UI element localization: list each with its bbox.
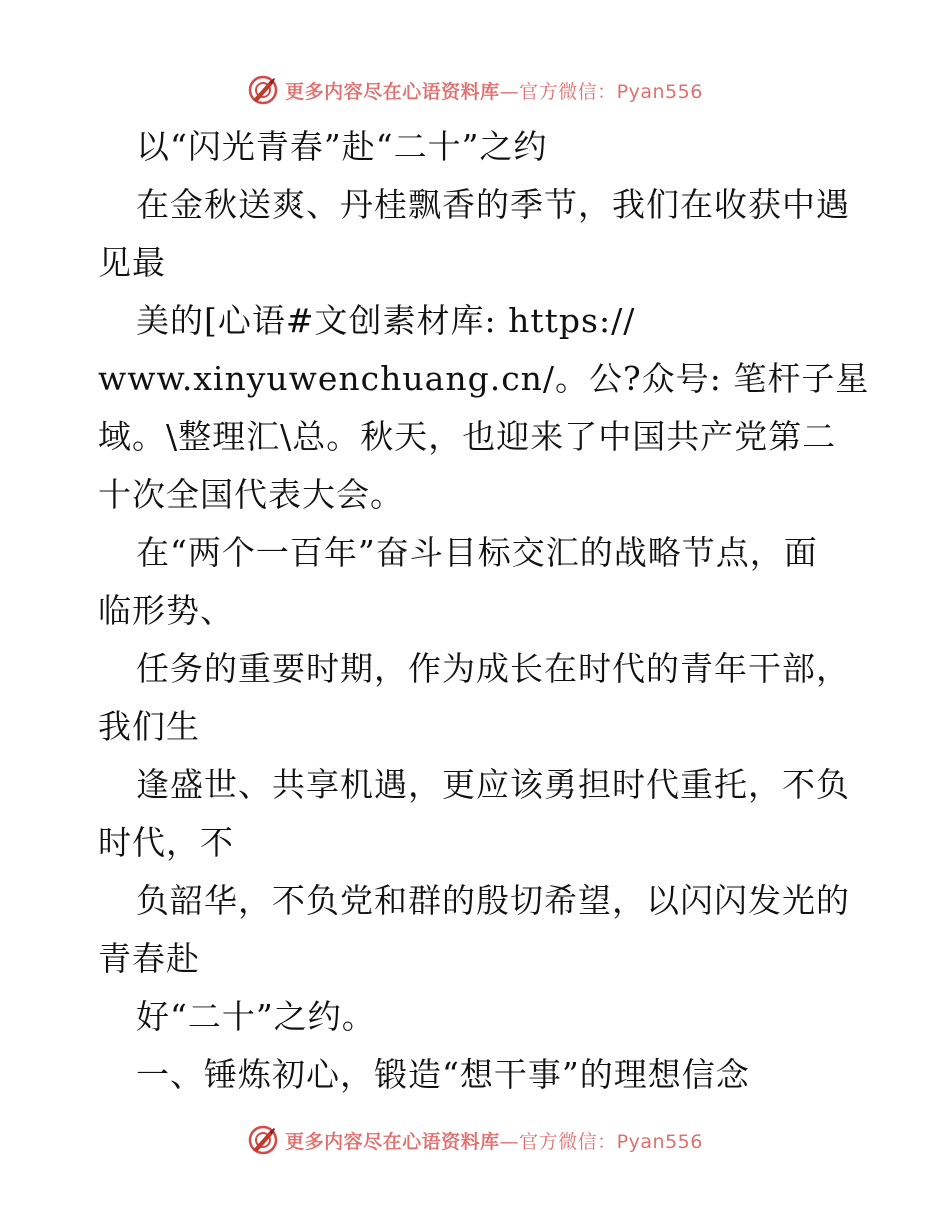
paragraph-line: 逢盛世、共享机遇，更应该勇担时代重托，不负 bbox=[136, 765, 850, 804]
document-body bbox=[98, 118, 868, 1104]
paragraph-line: 青春赴 bbox=[98, 939, 200, 978]
logo-icon bbox=[247, 1124, 279, 1156]
paragraph-line: 十次全国代表大会。 bbox=[98, 475, 404, 514]
watermark-text: 更多内容尽在心语资料库—官方微信：Pyan556 bbox=[285, 1130, 703, 1153]
watermark-text: 更多内容尽在心语资料库—官方微信：Pyan556 bbox=[285, 80, 703, 103]
footer-watermark bbox=[0, 1120, 950, 1160]
paragraph-line: 临形势、 bbox=[98, 591, 234, 630]
header-watermark bbox=[0, 70, 950, 110]
paragraph-line: 域。\整理汇\总。秋天，也迎来了中国共产党第二 bbox=[98, 417, 837, 456]
paragraph-line: 在“两个一百年”奋斗目标交汇的战略节点，面 bbox=[136, 533, 818, 572]
paragraph-line: 在金秋送爽、丹桂飘香的季节，我们在收获中遇 bbox=[136, 185, 850, 224]
paragraph-line: 见最 bbox=[98, 243, 166, 282]
paragraph-line: 时代，不 bbox=[98, 823, 234, 862]
document-title: 以“闪光青春”赴“二十”之约 bbox=[136, 127, 548, 166]
paragraph-line: 负韶华，不负党和群的殷切希望，以闪闪发光的 bbox=[136, 881, 850, 920]
paragraph-line: 我们生 bbox=[98, 707, 200, 746]
logo-icon bbox=[247, 74, 279, 106]
paragraph-line: 好“二十”之约。 bbox=[136, 997, 376, 1036]
paragraph-line: www.xinyuwenchuang.cn/。公?众号: 笔杆子星 bbox=[98, 359, 870, 398]
section-heading: 一、锤炼初心，锻造“想干事”的理想信念 bbox=[136, 1055, 750, 1094]
paragraph-line: 任务的重要时期，作为成长在时代的青年干部， bbox=[136, 649, 850, 688]
paragraph-line: 美的[心语#文创素材库: https:// bbox=[136, 301, 636, 340]
